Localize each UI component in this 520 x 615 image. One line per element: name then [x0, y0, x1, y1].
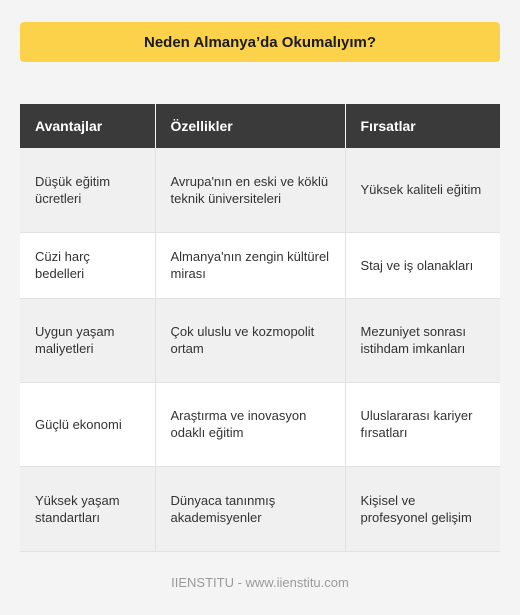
table-header: [20, 104, 500, 148]
table-cell-advantage: Cüzi harç bedelleri: [20, 232, 155, 298]
table-header-row: [20, 104, 500, 148]
table-cell-advantage: Güçlü ekonomi: [20, 382, 155, 466]
page-title: Neden Almanya’da Okumalıyım?: [20, 22, 500, 62]
footer-credit: IIENSTITU - www.iienstitu.com: [171, 575, 349, 590]
table-row: [20, 232, 500, 298]
table-row: [20, 298, 500, 382]
table-cell-advantage: Yüksek yaşam standartları: [20, 466, 155, 551]
table-cell-feature: Dünyaca tanınmış akademisyenler: [155, 466, 345, 551]
table-row: [20, 382, 500, 466]
table-cell-feature: Avrupa'nın en eski ve köklü teknik üniversiteleri: [155, 148, 345, 232]
table-cell-feature: Araştırma ve inovasyon odaklı eğitim: [155, 382, 345, 466]
table-cell-opportunity: Kişisel ve profesyonel gelişim: [345, 466, 500, 551]
header-features: Özellikler: [155, 104, 345, 148]
table-cell-feature: Çok uluslu ve kozmopolit ortam: [155, 298, 345, 382]
table-cell-feature: Almanya'nın zengin kültürel mirası: [155, 232, 345, 298]
comparison-table-wrapper: [20, 104, 500, 552]
table-cell-opportunity: Uluslararası kariyer fırsatları: [345, 382, 500, 466]
table-cell-opportunity: Yüksek kaliteli eğitim: [345, 148, 500, 232]
table-body: [20, 148, 500, 551]
table-row: [20, 466, 500, 551]
table-cell-opportunity: Mezuniyet sonrası istihdam imkanları: [345, 298, 500, 382]
header-opportunities: Fırsatlar: [345, 104, 500, 148]
table-cell-advantage: Uygun yaşam maliyetleri: [20, 298, 155, 382]
comparison-table: [20, 104, 500, 552]
header-advantages: Avantajlar: [20, 104, 155, 148]
table-row: [20, 148, 500, 232]
table-cell-advantage: Düşük eğitim ücretleri: [20, 148, 155, 232]
table-cell-opportunity: Staj ve iş olanakları: [345, 232, 500, 298]
